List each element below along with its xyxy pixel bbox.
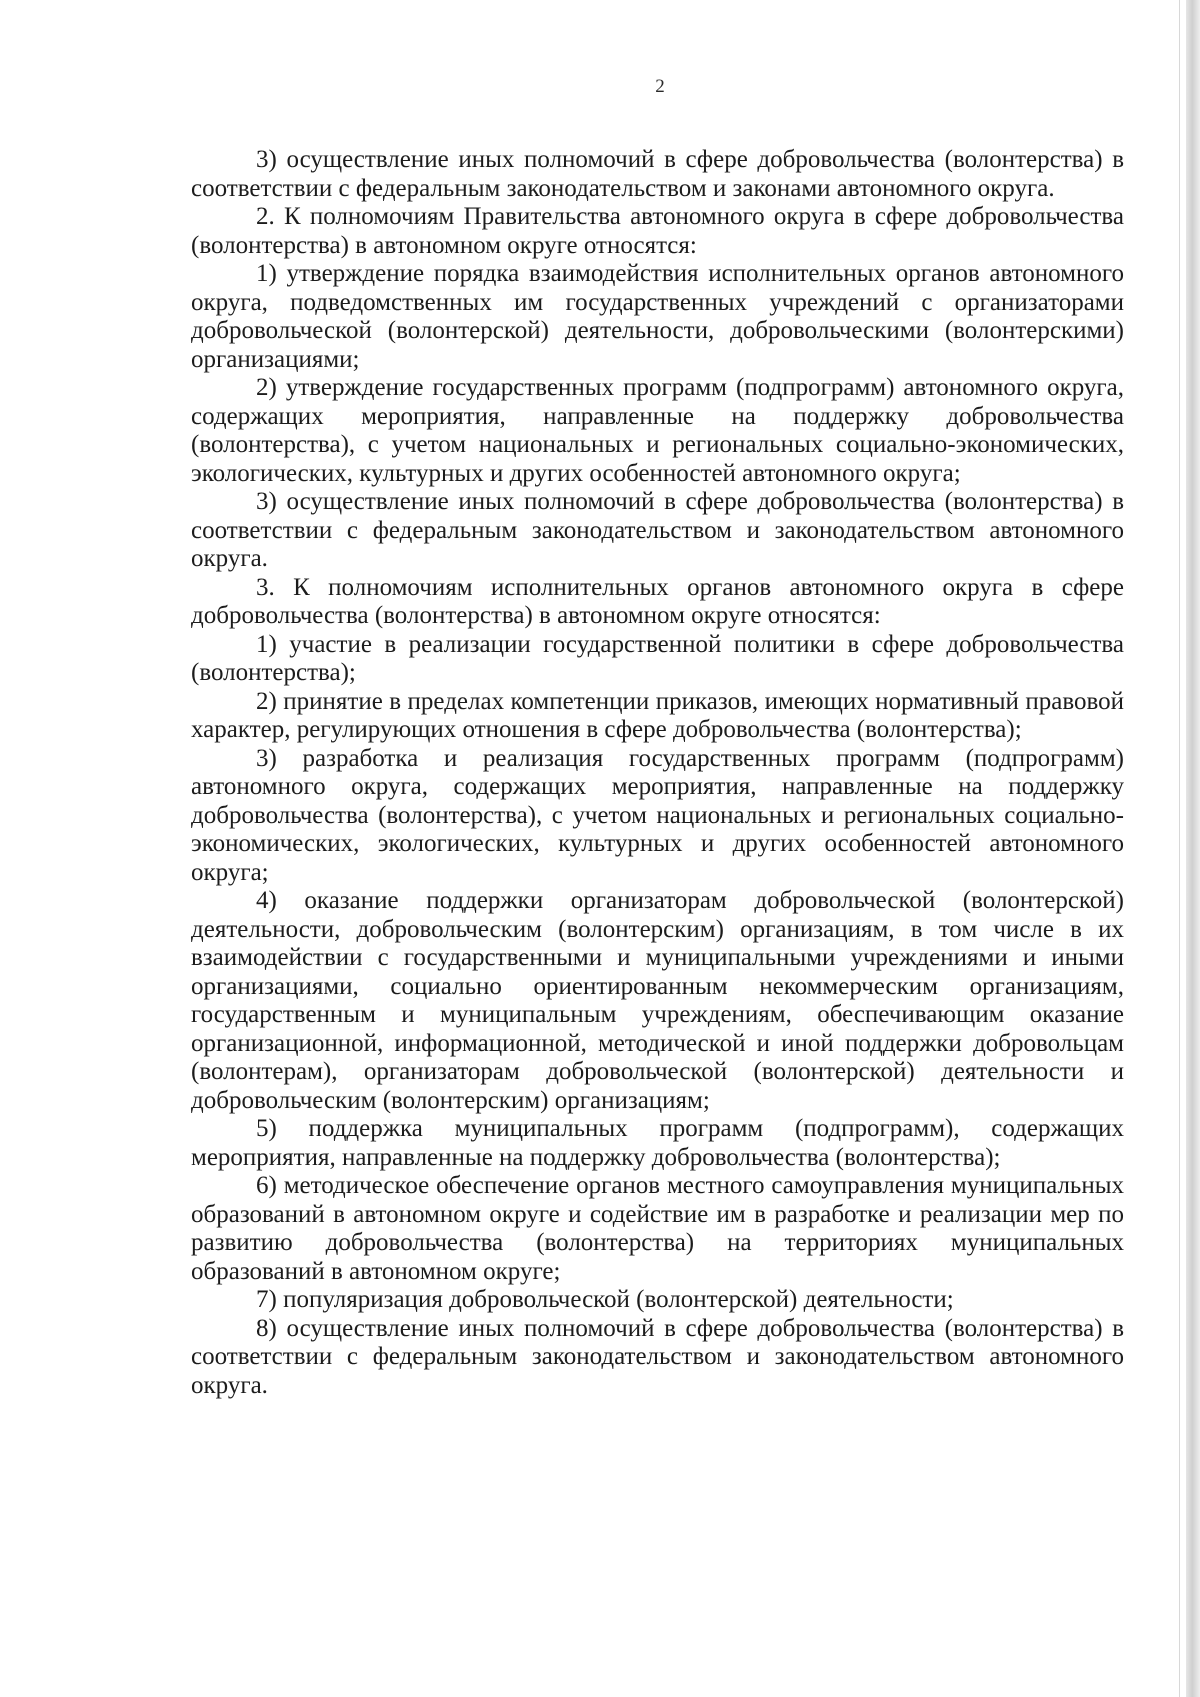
paragraph-3-item-6: 6) методическое обеспечение органов местного самоуправления муниципальных образований в автономном округе и содействие им в разработке и реализации мер по развитию добровольчества (волонтерства) на территориях муниципальных образований в автономном округе; xyxy=(191,1172,1124,1285)
page-number: 2 xyxy=(655,76,665,97)
paragraph-1-item-3: 3) осуществление иных полномочий в сфере добровольчества (волонтерства) в соответствии с федеральным законодательством и законами автономного округа. xyxy=(191,146,1124,202)
page-edge-shadow xyxy=(1186,0,1200,1697)
paragraph-3-item-2: 2) принятие в пределах компетенции приказов, имеющих нормативный правовой характер, регулирующих отношения в сфере добровольчества (волонтерства); xyxy=(191,687,1124,743)
page-edge-line xyxy=(1179,0,1180,1697)
paragraph-2-item-2: 2) утверждение государственных программ (подпрограмм) автономного округа, содержащих мероприятия, направленные на поддержку добровольчества (волонтерства), с учетом национальных и региональных социально-экономических, экологических, культурных и других особенностей автономного округа; xyxy=(191,374,1124,487)
paragraph-3-item-8: 8) осуществление иных полномочий в сфере добровольчества (волонтерства) в соответствии с федеральным законодательством и законодательством автономного округа. xyxy=(191,1314,1124,1399)
paragraph-3-item-3: 3) разработка и реализация государственных программ (подпрограмм) автономного округа, содержащих мероприятия, направленные на поддержку добровольчества (волонтерства), с учетом национальных и региональных социально-экономических, экологических, культурных и других особенностей автономного округа; xyxy=(191,744,1124,886)
paragraph-3-item-7: 7) популяризация добровольческой (волонтерской) деятельности; xyxy=(256,1286,954,1313)
paragraph-2-item-1: 1) утверждение порядка взаимодействия исполнительных органов автономного округа, подведомственных им государственных учреждений с организаторами добровольческой (волонтерской) деятельности, добровольческими (волонтерскими) организациями; xyxy=(191,260,1124,373)
paragraph-3-item-4: 4) оказание поддержки организаторам добровольческой (волонтерской) деятельности, добровольческим (волонтерским) организациям, в том числе в их взаимодействии с государственными и муниципальными учреждениями и иными организациями, социально ориентированным некоммерческим организациям, государственным и муниципальным учреждениям, обеспечивающим оказание организационной, информационной, методической и иной поддержки добровольцам (волонтерам), организаторам добровольческой (волонтерской) деятельности и добровольческим (волонтерским) организациям; xyxy=(191,887,1124,1114)
document-body xyxy=(191,146,1124,1400)
section-3-heading: 3. К полномочиям исполнительных органов автономного округа в сфере добровольчества (волонтерства) в автономном округе относятся: xyxy=(191,573,1124,629)
paragraph-3-item-5: 5) поддержка муниципальных программ (подпрограмм), содержащих мероприятия, направленные на поддержку добровольчества (волонтерства); xyxy=(191,1115,1124,1171)
paragraph-2-item-3: 3) осуществление иных полномочий в сфере добровольчества (волонтерства) в соответствии с федеральным законодательством и законодательством автономного округа. xyxy=(191,488,1124,572)
section-2-heading: 2. К полномочиям Правительства автономного округа в сфере добровольчества (волонтерства) в автономном округе относятся: xyxy=(191,203,1124,259)
paragraph-3-item-1: 1) участие в реализации государственной политики в сфере добровольчества (волонтерства); xyxy=(191,630,1124,686)
